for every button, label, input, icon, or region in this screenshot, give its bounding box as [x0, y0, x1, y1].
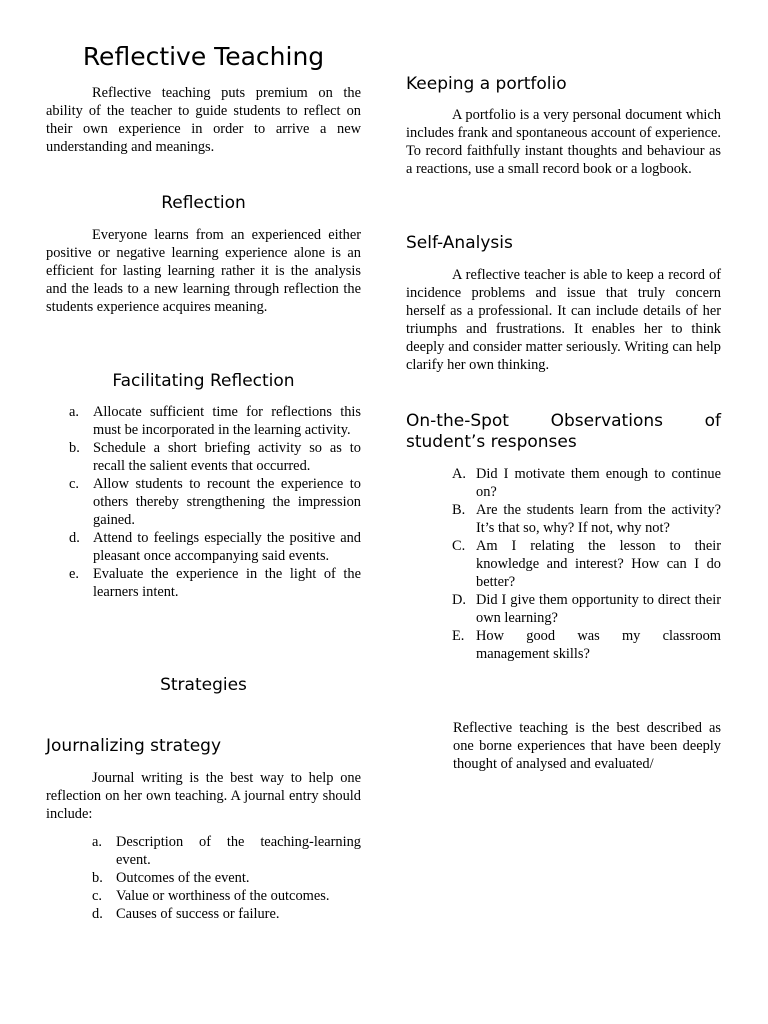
- portfolio-paragraph: A portfolio is a very personal document which includes frank and spontaneous account of experience. To record faithfully instant thoughts and behaviour as a reactions, use a small record book or a logbook.: [406, 107, 721, 177]
- journal-entry-list: [92, 833, 361, 923]
- list-item: b. Outcomes of the event.: [92, 870, 250, 886]
- journalizing-heading: Journalizing strategy: [46, 736, 222, 756]
- list-item: d. Attend to feelings especially the positive and pleasant once accompanying said events.: [69, 530, 361, 564]
- page-title: Reflective Teaching: [82, 42, 325, 71]
- list-item: a. Description of the teaching-learning event.: [92, 834, 361, 868]
- strategies-heading: Strategies: [160, 675, 247, 695]
- journalizing-paragraph: Journal writing is the best way to help one reflection on her own teaching. A journal entry should include:: [46, 770, 361, 822]
- facilitating-list: [69, 403, 361, 601]
- self-analysis-heading: Self-Analysis: [406, 233, 513, 253]
- list-item: D. Did I give them opportunity to direct their own learning?: [452, 592, 721, 626]
- list-item: B. Are the students learn from the activity? It’s that so, why? If not, why not?: [452, 502, 721, 536]
- closing-paragraph: Reflective teaching is the best described as one borne experiences that have been deeply thought of analysed and evaluated/: [453, 720, 721, 772]
- portfolio-heading: Keeping a portfolio: [406, 74, 567, 94]
- self-analysis-paragraph: A reflective teacher is able to keep a record of incidence problems and issue that truly concern herself as a professional. It can include details of her triumphs and frustrations. It enables her to think deeply and consider matter seriously. Writing can help clarify her own thinking.: [406, 267, 721, 373]
- list-item: e. Evaluate the experience in the light of the learners intent.: [69, 566, 361, 600]
- on-the-spot-heading: On-the-Spot Observations of student’s responses: [406, 411, 721, 452]
- list-item: E. How good was my classroom management skills?: [452, 628, 721, 662]
- intro-paragraph: Reflective teaching puts premium on the ability of the teacher to guide students to reflect on their own experience in order to arrive a new understanding and meanings.: [46, 85, 361, 155]
- list-item: C. Am I relating the lesson to their knowledge and interest? How can I do better?: [452, 538, 721, 590]
- facilitating-heading: Facilitating Reflection: [112, 371, 295, 391]
- list-item: c. Value or worthiness of the outcomes.: [92, 888, 330, 904]
- list-item: c. Allow students to recount the experience to others thereby strengthening the impression gained.: [69, 476, 361, 528]
- observation-questions-list: [452, 465, 721, 663]
- list-item: d. Causes of success or failure.: [92, 906, 280, 922]
- reflection-heading: Reflection: [161, 193, 246, 213]
- reflection-paragraph: Everyone learns from an experienced either positive or negative learning experience alone is an efficient for lasting learning rather it is the analysis and the leads to a new learning through reflection the students experience acquires meaning.: [46, 227, 361, 315]
- list-item: a. Allocate sufficient time for reflections this must be incorporated in the learning activity.: [69, 404, 361, 438]
- list-item: A. Did I motivate them enough to continue on?: [452, 466, 721, 500]
- list-item: b. Schedule a short briefing activity so as to recall the salient events that occurred.: [69, 440, 361, 474]
